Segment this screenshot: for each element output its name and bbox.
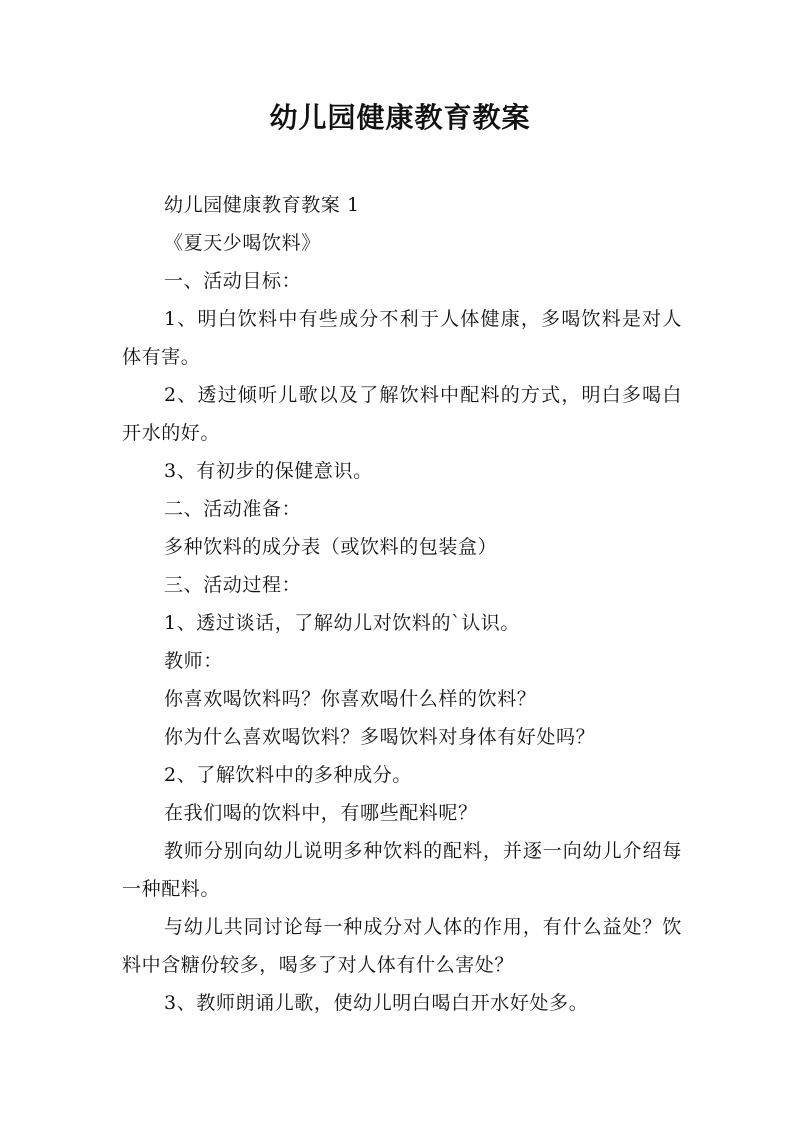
paragraph-lesson-title: 《夏天少喝饮料》 <box>164 232 321 254</box>
paragraph-ingredients-question: 在我们喝的饮料中，有哪些配料呢？ <box>164 802 478 824</box>
paragraph-step-1: 1、透过谈话，了解幼儿对饮料的`认识。 <box>164 612 520 634</box>
paragraph-goal-3: 3、有初步的保健意识。 <box>164 460 373 482</box>
paragraph-teacher-explains: 教师分别向幼儿说明多种饮料的配料，并逐一向幼儿介绍每一种配料。 <box>122 840 682 900</box>
paragraph-step-2: 2、了解饮料中的多种成分。 <box>164 764 412 786</box>
paragraph-preparation: 多种饮料的成分表（或饮料的包装盒） <box>164 536 498 558</box>
paragraph-teacher-label: 教师： <box>164 650 223 672</box>
paragraph-question-1: 你喜欢喝饮料吗？你喜欢喝什么样的饮料？ <box>164 688 537 710</box>
paragraph-section-heading: 幼儿园健康教育教案 1 <box>164 194 360 216</box>
paragraph-step-3: 3、教师朗诵儿歌，使幼儿明白喝白开水好处多。 <box>164 992 589 1014</box>
paragraph-preparation-heading: 二、活动准备： <box>164 498 302 520</box>
paragraph-goal-1: 1、明白饮料中有些成分不利于人体健康，多喝饮料是对人体有害。 <box>122 308 682 368</box>
paragraph-goals-heading: 一、活动目标： <box>164 270 302 292</box>
paragraph-process-heading: 三、活动过程： <box>164 574 302 596</box>
document-body <box>122 186 682 1022</box>
document-title: 幼儿园健康教育教案 <box>269 101 531 134</box>
paragraph-question-2: 你为什么喜欢喝饮料？多喝饮料对身体有好处吗？ <box>164 726 596 748</box>
paragraph-goal-2: 2、透过倾听儿歌以及了解饮料中配料的方式，明白多喝白开水的好。 <box>122 384 682 444</box>
paragraph-discussion: 与幼儿共同讨论每一种成分对人体的作用，有什么益处？饮料中含糖份较多，喝多了对人体有什么害处？ <box>122 916 682 976</box>
